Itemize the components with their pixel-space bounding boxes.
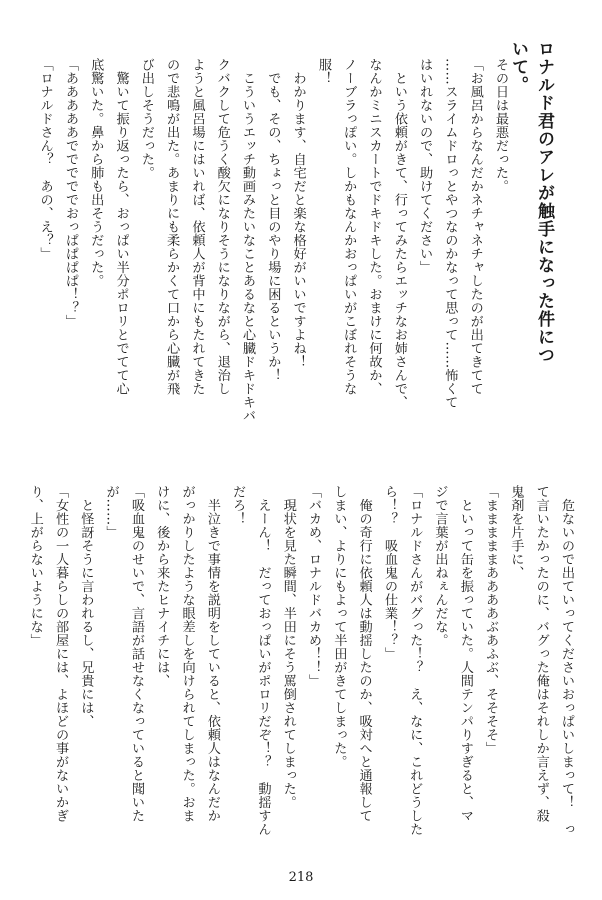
text-line: と怪訝そうに言われるし、兄貴には、 <box>78 485 94 728</box>
text-line: 服！ <box>315 58 331 85</box>
text-line: クバクして危うく酸欠になりそうになりながら、退治し <box>214 58 230 396</box>
text-line: ら！？ 吸血鬼の仕業！？」 <box>381 485 397 661</box>
text-line: しまい、よりにもよって半田がきてしまった。 <box>331 485 347 769</box>
text-line: という依頼がきて、行ってみたらエッチなお姉さんで、 <box>391 58 407 409</box>
text-line: がっかりしたような眼差しを向けられてしまった。おま <box>179 485 195 823</box>
text-line: 「ロナルドさんがバグった！？ え、なに、これどうした <box>407 485 423 836</box>
text-line: ……スライムドロっとやつなのかなって思って……怖くて <box>442 58 458 409</box>
text-line: 底驚いた。鼻から肺も出そうだった。 <box>88 58 104 288</box>
text-line: といって缶を振っていた。人間テンパりすぎると、マ <box>457 485 473 823</box>
text-line: 「バカめ、ロナルドバカめ！！」 <box>306 485 322 688</box>
page-number: 218 <box>288 870 314 885</box>
chapter-title: ロナルド君のアレが触手になった件について。 <box>508 40 554 364</box>
text-line: 「あああああでででででおっぱぱぱぱ！？」 <box>62 58 78 328</box>
text-line: 「ロナルドさん？ あの、え？」 <box>37 58 53 261</box>
text-line: でも、その、ちょっと目のやり場に困るというか！ <box>265 58 281 382</box>
text-line: 鬼剤を片手に、 <box>508 485 524 580</box>
text-line: び出しそうだった。 <box>138 58 154 180</box>
text-line: 現状を見た瞬間、半田にそう罵倒されてしまった。 <box>280 485 296 809</box>
text-line: て言いたかったのに、バグった俺はそれしか言えず、殺 <box>533 485 549 823</box>
text-line: 「お風呂からなんだかネチャネチャしたのが出てきてて <box>467 58 483 396</box>
text-line: けに、後から来たヒナイチには、 <box>154 485 170 688</box>
lower-text-block <box>27 485 579 857</box>
text-line: り、上がらないようにな」 <box>27 485 43 647</box>
text-line: ので悲鳴が出た。あまりにも柔らかくて口から心臓が飛 <box>164 58 180 396</box>
text-line: ようと風呂場にはいれば、依頼人が背中にもたれてきた <box>189 58 205 396</box>
text-line: 半泣きで事情を説明をしていると、依頼人はなんだか <box>204 485 220 823</box>
text-line: 俺の奇行に依頼人は動揺したのか、吸対へと通報して <box>356 485 372 823</box>
upper-text-block <box>37 58 513 430</box>
text-line: ノーブラっぽい。しかもなんかおっぱいがこぼれそうな <box>341 58 357 396</box>
text-line: 驚いて振り返ったら、おっぱい半分ポロリとでてて心 <box>113 58 129 396</box>
text-line: その日は最悪だった。 <box>493 58 508 193</box>
text-line: だろ！ <box>230 485 246 526</box>
text-line: 「まままままああああぶあふぶ、そそそそ」 <box>483 485 499 755</box>
text-line: ジで言葉が出ねぇんだな。 <box>432 485 448 647</box>
text-line: こういうエッチ動画みたいなことあるなと心臓ドキドキバ <box>240 58 256 423</box>
text-line: わかります、自宅だと楽な格好がいいですよね！ <box>290 58 306 369</box>
text-line: が……」 <box>103 485 119 539</box>
text-line: 危ないので出ていってくださいおっぱいしまって！ っ <box>559 485 574 836</box>
text-line: なんかミニスカートでドキドキした。おまけに何故か、 <box>366 58 382 396</box>
text-line: えーん！ だっておっぱいがポロリだぞ！？ 動揺すん <box>255 485 271 836</box>
text-line: 「吸血鬼のせいで、言語が話せなくなっていると聞いた <box>128 485 144 823</box>
text-line: 「女性の一人暮らしの部屋には、よほどの事がないかぎ <box>53 485 69 823</box>
text-line: はいれないので、助けてください」 <box>417 58 433 274</box>
